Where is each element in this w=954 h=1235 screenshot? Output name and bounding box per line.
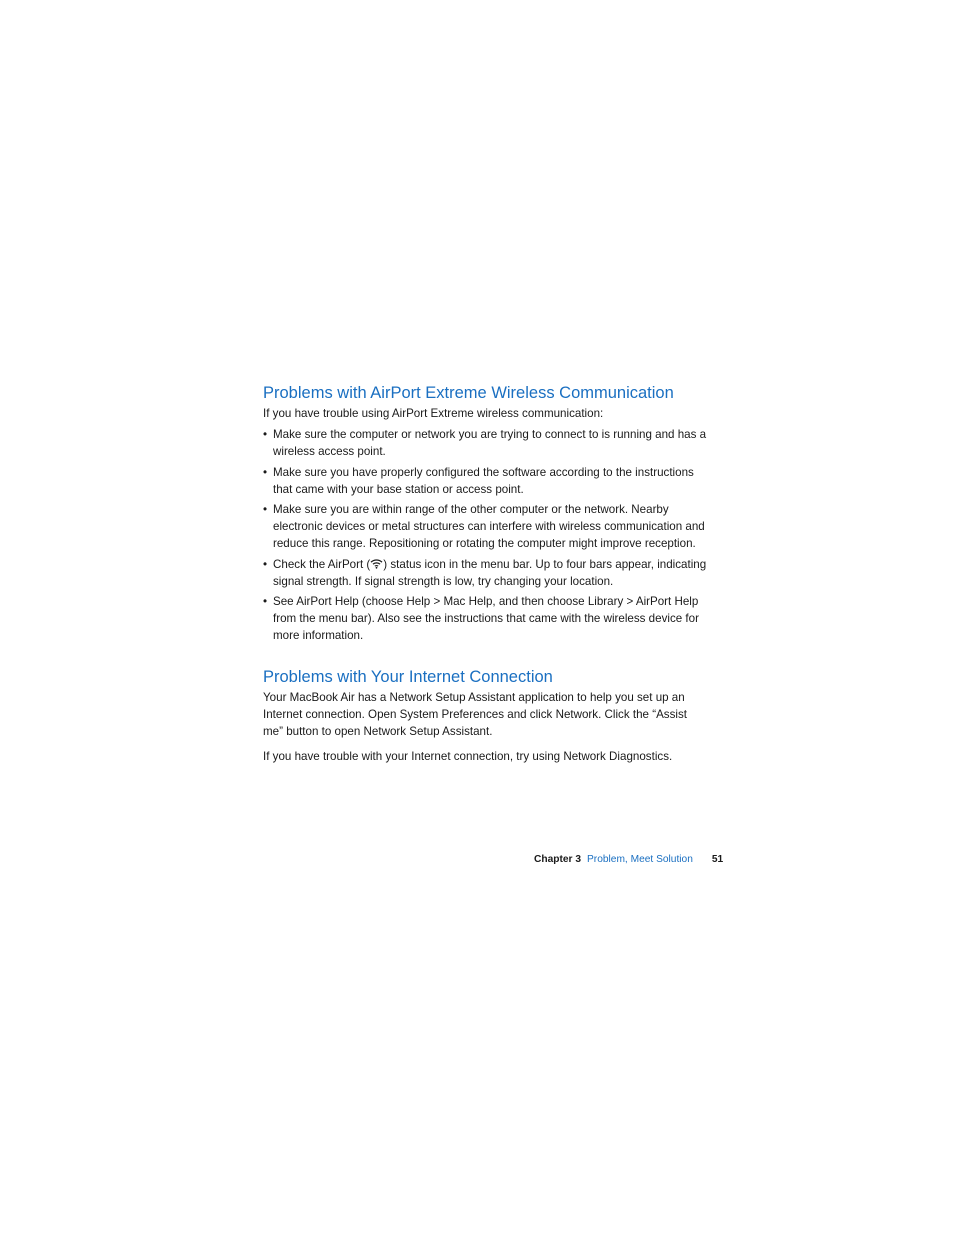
section-heading-airport: Problems with AirPort Extreme Wireless Communication [263,384,674,402]
bullet-text-after-icon: ) status icon in the menu bar. Up to four bars appear, indicating signal strength. If signal strength is low, try changing your location. [273,557,707,588]
page-number: 51 [711,854,724,865]
page-content [263,381,708,765]
section-heading-internet: Problems with Your Internet Connection [263,668,553,686]
list-item: • Make sure you are within range of the other computer or the network. Nearby electronic devices or metal structures can interfere with wireless communication and reduce this range. Repositioning or rotating the computer might improve reception. [263,501,708,552]
bullet-list [263,426,708,644]
list-item [263,556,708,590]
list-item: • Make sure the computer or network you are trying to connect to is running and has a wireless access point. [263,426,708,460]
wifi-icon [370,557,383,568]
page-footer [534,853,723,867]
section-internet [263,665,708,765]
section-intro: If you have trouble using AirPort Extreme wireless communication: [263,407,604,420]
bullet-text-before-icon: Check the AirPort ( [273,557,371,571]
list-item: • Make sure you have properly configured the software according to the instructions that came with your base station or access point. [263,464,708,498]
footer-chapter-title: Problem, Meet Solution [587,854,693,865]
list-item: • See AirPort Help (choose Help > Mac Help, and then choose Library > AirPort Help from the menu bar). Also see the instructions that came with the wireless device for more information. [263,593,708,644]
section-airport [263,381,708,644]
paragraph: If you have trouble with your Internet connection, try using Network Diagnostics. [263,750,673,763]
paragraph: Your MacBook Air has a Network Setup Assistant application to help you set up an Internet connection. Open System Preferences and click Network. Click the “Assist me” button to open Network Setup Assistant. [263,691,687,738]
footer-chapter: Chapter 3 [534,854,581,865]
